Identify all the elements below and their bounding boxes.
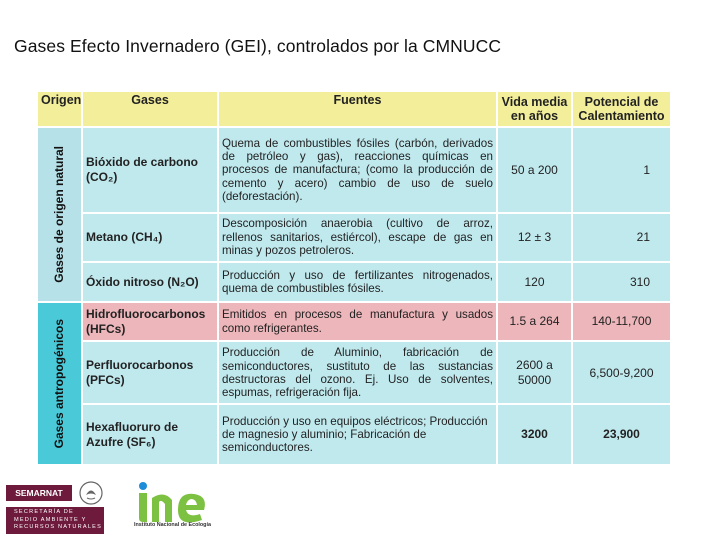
gas-potential: 140-11,700 [572, 302, 671, 342]
gas-name: Bióxido de carbono (CO₂) [82, 127, 218, 213]
table-row [37, 127, 671, 213]
gas-life: 120 [497, 262, 572, 302]
origin-natural-label: Gases de origen natural [52, 146, 67, 283]
table-header-row [37, 91, 671, 127]
gas-potential: 1 [572, 127, 671, 213]
gas-source: Descomposición anaerobia (cultivo de arroz, rellenos sanitarios, estiércol), escape de gas en minas y pozos petroleros. [218, 213, 497, 262]
table-row [37, 404, 671, 465]
gas-source: Emitidos en procesos de manufactura y usados como refrigerantes. [218, 302, 497, 342]
semarnat-caption: SECRETARÍA DE MEDIO AMBIENTE Y RECURSOS NATURALES [6, 507, 104, 534]
header-gases: Gases [82, 91, 218, 127]
gas-life: 1.5 a 264 [497, 302, 572, 342]
semarnat-logo [6, 480, 104, 534]
table-row [37, 262, 671, 302]
table-row [37, 302, 671, 342]
origin-anthropogenic-cell [37, 302, 82, 465]
gas-life: 3200 [497, 404, 572, 465]
gas-source: Producción de Aluminio, fabricación de semiconductores, sustituto de las sustancias destructoras del ozono. Ej. Uso de solventes, espumas, refrigeración fija. [218, 341, 497, 404]
gas-name: Perfluorocarbonos (PFCs) [82, 341, 218, 404]
table-row [37, 341, 671, 404]
gas-potential: 21 [572, 213, 671, 262]
gas-source: Producción y uso de fertilizantes nitrogenados, quema de combustibles fósiles. [218, 262, 497, 302]
gas-potential: 6,500-9,200 [572, 341, 671, 404]
page-title: Gases Efecto Invernadero (GEI), controlados por la CMNUCC [14, 36, 502, 56]
header-life: Vida media en años [497, 91, 572, 127]
gas-potential: 310 [572, 262, 671, 302]
semarnat-name: SEMARNAT [6, 485, 72, 501]
ghg-table [36, 90, 672, 466]
table-row [37, 213, 671, 262]
mexico-eagle-icon [78, 480, 104, 506]
gas-name: Metano (CH₄) [82, 213, 218, 262]
gas-life: 50 a 200 [497, 127, 572, 213]
header-sources: Fuentes [218, 91, 497, 127]
header-origin: Origen [37, 91, 82, 127]
gas-name: Hidrofluorocarbonos (HFCs) [82, 302, 218, 342]
gas-name: Óxido nitroso (N₂O) [82, 262, 218, 302]
origin-anthropogenic-label: Gases antropogénicos [52, 318, 67, 449]
origin-natural-cell [37, 127, 82, 302]
gas-life: 2600 a 50000 [497, 341, 572, 404]
gas-potential: 23,900 [572, 404, 671, 465]
header-potential: Potencial de Calentamiento [572, 91, 671, 127]
ine-caption: Instituto Nacional de Ecología [134, 522, 211, 528]
gas-source: Quema de combustibles fósiles (carbón, derivados de petróleo y gas), reacciones químicas en procesos de manufactura; (como la producción de cemento y acero) cambio de uso de suelo (deforestación). [218, 127, 497, 213]
gas-life: 12 ± 3 [497, 213, 572, 262]
gas-source: Producción y uso en equipos eléctricos; Producción de magnesio y aluminio; Fabricación de semiconductores. [218, 404, 497, 465]
gas-name: Hexafluoruro de Azufre (SF₆) [82, 404, 218, 465]
